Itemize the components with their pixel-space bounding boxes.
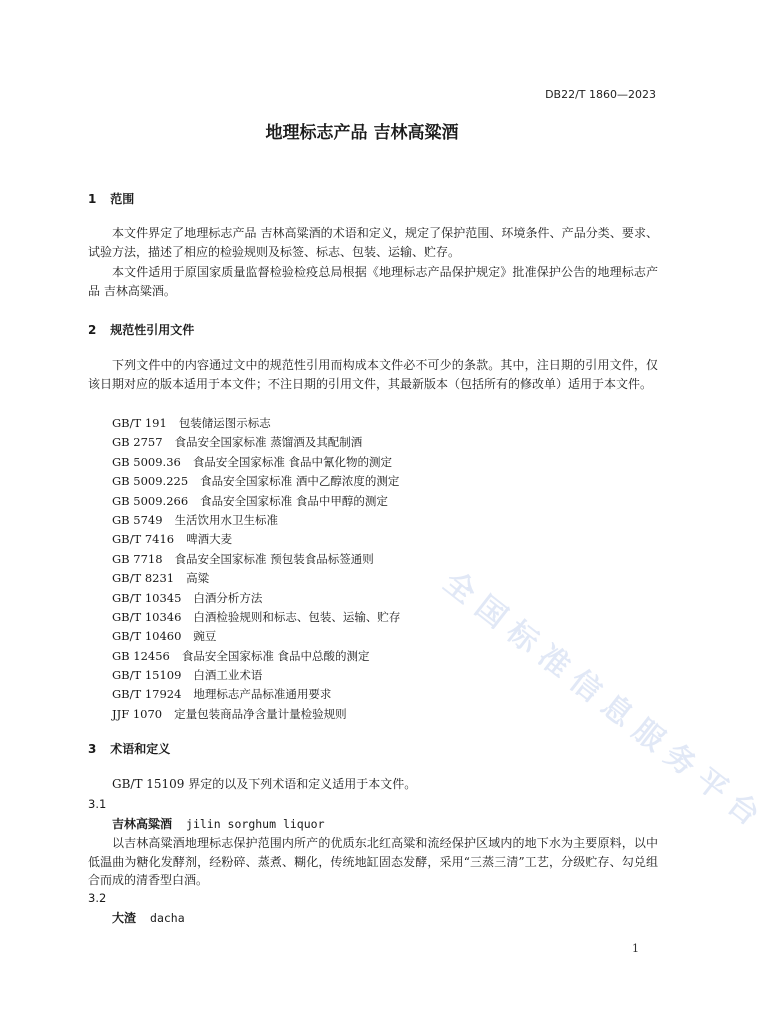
section-title: 规范性引用文件 <box>110 323 195 337</box>
term-number: 3.2 <box>88 891 107 905</box>
scope-paragraph-2: 本文件适用于原国家质量监督检验检疫总局根据《地理标志产品保护规定》批准保护公告的地理标志产品 吉林高粱酒。 <box>88 265 658 298</box>
reference-title: 包装储运图示标志 <box>178 416 271 430</box>
reference-title: 食品安全国家标准 酒中乙醇浓度的测定 <box>200 474 400 489</box>
reference-code: GB 5009.266 <box>112 493 189 508</box>
reference-title: 白酒分析方法 <box>193 590 263 605</box>
term-entry <box>112 815 325 832</box>
reference-title: 白酒工业术语 <box>193 668 263 683</box>
section-heading-normative-references <box>88 321 194 338</box>
reference-title: 食品安全国家标准 食品中总酸的测定 <box>181 648 370 663</box>
reference-item <box>112 472 632 491</box>
reference-title: 食品安全国家标准 蒸馏酒及其配制酒 <box>174 435 363 450</box>
term-english: jilin sorghum liquor <box>186 817 325 831</box>
reference-code: GB 12456 <box>112 648 170 663</box>
reference-item <box>112 569 632 588</box>
reference-code: GB 5009.225 <box>112 474 189 489</box>
reference-code: GB/T 10346 <box>112 609 182 624</box>
reference-item <box>112 492 632 511</box>
term-english: dacha <box>150 911 185 925</box>
reference-title: 高粱 <box>186 571 210 586</box>
reference-code: GB 2757 <box>112 435 163 450</box>
reference-code: GB/T 10460 <box>112 629 182 644</box>
reference-item <box>112 530 632 549</box>
reference-item <box>112 685 632 704</box>
reference-code: GB/T 15109 <box>112 668 182 683</box>
document-number: DB22/T 1860—2023 <box>545 88 656 101</box>
section-number: 2 <box>88 323 97 337</box>
reference-item <box>112 453 632 472</box>
reference-item <box>112 608 632 627</box>
reference-code: GB 5009.36 <box>112 454 181 469</box>
reference-code: GB/T 7416 <box>112 532 175 547</box>
reference-code: GB/T 8231 <box>112 571 175 586</box>
term-chinese: 大渣 <box>112 911 137 925</box>
reference-code: GB/T 17924 <box>112 687 182 702</box>
reference-code: GB/T 10345 <box>112 590 182 605</box>
term-entry <box>112 909 185 926</box>
reference-title: 食品安全国家标准 食品中甲醇的测定 <box>200 493 388 508</box>
reference-title: 白酒检验规则和标志、包装、运输、贮存 <box>193 609 401 624</box>
section-title: 范围 <box>110 192 135 206</box>
reference-item <box>112 433 632 452</box>
term-number: 3.1 <box>88 797 107 811</box>
section-number: 3 <box>88 742 97 756</box>
section-title: 术语和定义 <box>110 742 171 756</box>
reference-title: 豌豆 <box>193 629 217 644</box>
section-number: 1 <box>88 192 97 206</box>
references-intro-paragraph: 下列文件中的内容通过文中的规范性引用而构成本文件必不可少的条款。其中，注日期的引用文件，仅该日期对应的版本适用于本文件；不注日期的引用文件，其最新版本（包括所有的修改单）适用于本文件。 <box>88 358 658 391</box>
reference-item <box>112 705 632 724</box>
terms-intro-paragraph: GB/T 15109 界定的以及下列术语和定义适用于本文件。 <box>112 777 417 791</box>
reference-title: 食品安全国家标准 食品中氰化物的测定 <box>192 454 393 469</box>
document-title: 地理标志产品 吉林高粱酒 <box>265 123 459 143</box>
section-heading-terms <box>88 740 170 757</box>
watermark: 全国标准信息服务平台 <box>436 564 774 839</box>
reference-code: GB 5749 <box>112 512 163 527</box>
reference-title: 定量包装商品净含量计量检验规则 <box>174 706 347 721</box>
term-chinese: 吉林高粱酒 <box>112 817 173 831</box>
reference-code: JJF 1070 <box>112 706 163 721</box>
reference-code: GB 7718 <box>112 551 163 566</box>
reference-code: GB/T 191 <box>112 416 167 430</box>
reference-item <box>112 550 632 569</box>
reference-item <box>112 511 632 530</box>
reference-item <box>112 589 632 608</box>
reference-title: 食品安全国家标准 预包装食品标签通则 <box>174 551 374 566</box>
reference-title: 地理标志产品标准通用要求 <box>193 687 332 702</box>
reference-title: 生活饮用水卫生标准 <box>174 512 279 527</box>
reference-item <box>112 414 632 433</box>
page-number: 1 <box>632 942 639 955</box>
reference-title: 啤酒大麦 <box>186 532 233 547</box>
section-heading-scope <box>88 190 134 207</box>
scope-paragraph-1: 本文件界定了地理标志产品 吉林高粱酒的术语和定义，规定了保护范围、环境条件、产品分类、要求、试验方法，描述了相应的检验规则及标签、标志、包装、运输、贮存。 <box>88 226 658 259</box>
term-definition: 以吉林高粱酒地理标志保护范围内所产的优质东北红高粱和流经保护区域内的地下水为主要原料，以中低温曲为糖化发酵剂，经粉碎、蒸煮、糊化，传统地缸固态发酵，采用“三蒸三清”工艺，分级贮存、勾兑组合而成的清香型白酒。 <box>88 836 658 887</box>
